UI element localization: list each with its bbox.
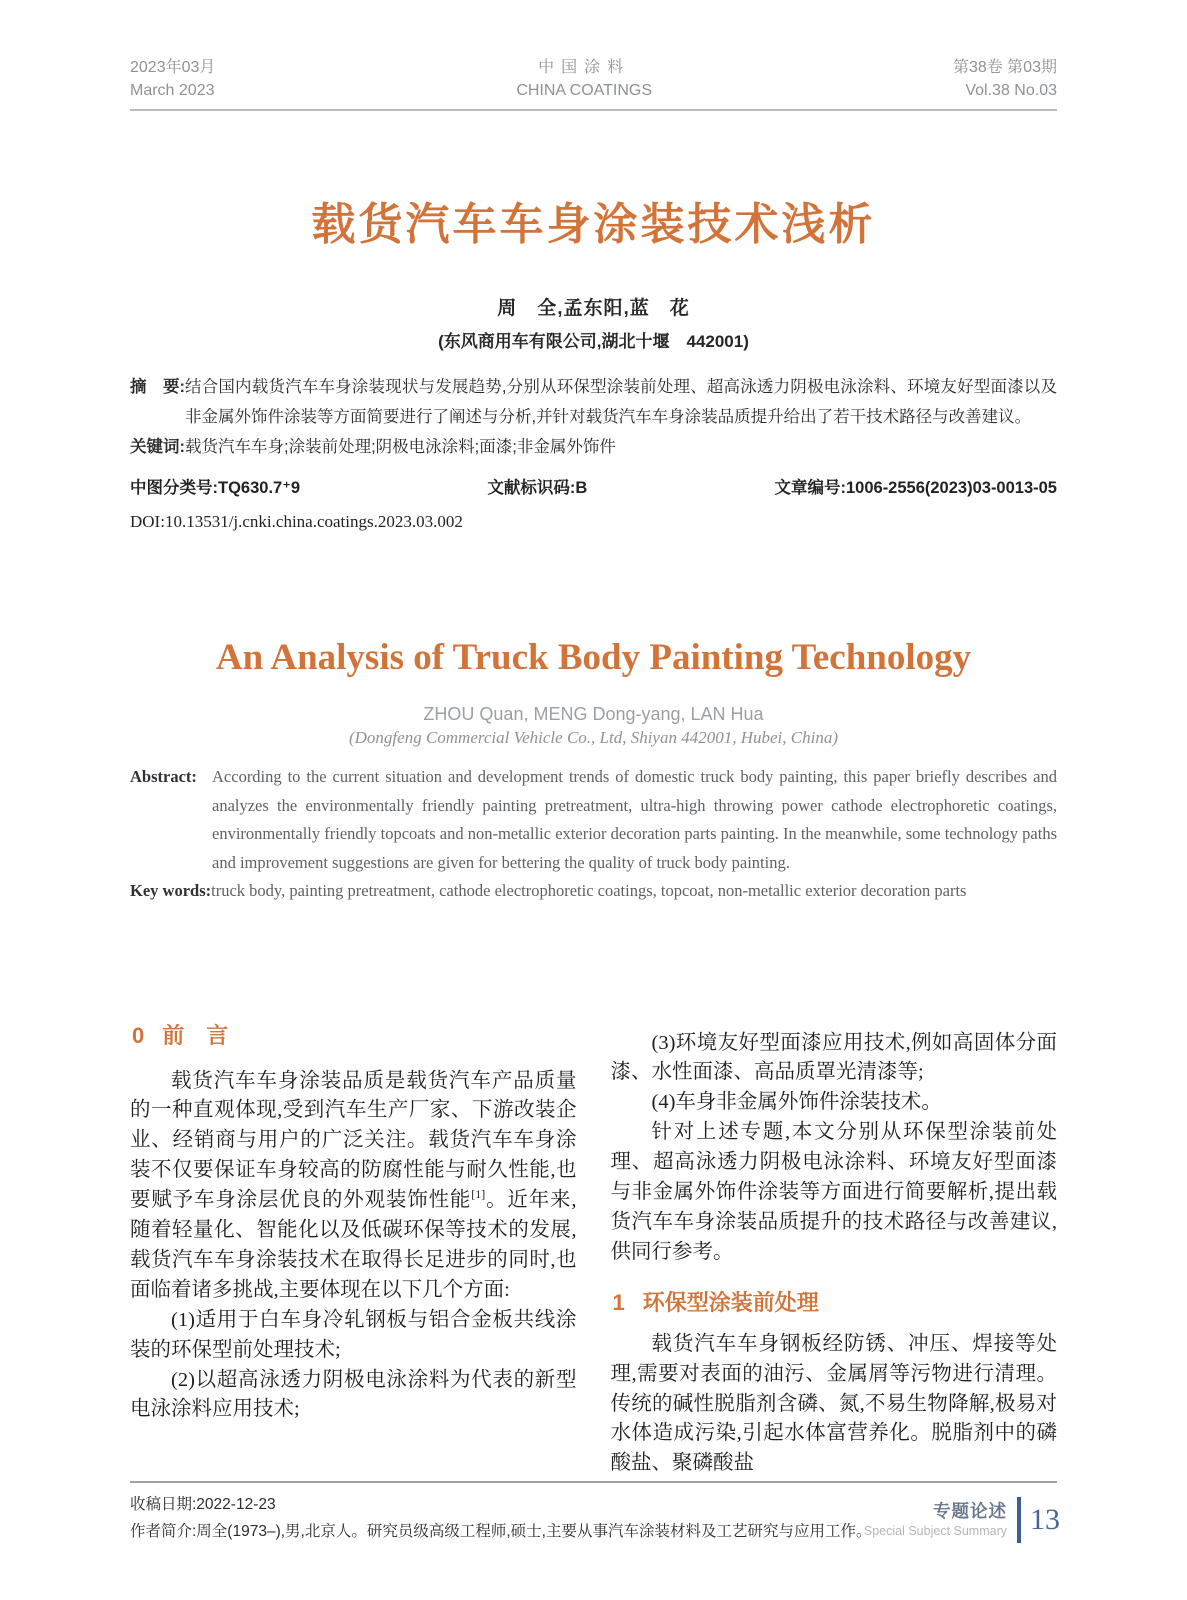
article-id-label: 文章编号:: [774, 479, 846, 497]
keywords-row-cn: [130, 432, 1057, 462]
intro-paragraph-2: 针对上述专题,本文分别从环保型涂装前处理、超高泳透力阴极电泳涂料、环境友好型面漆与非金属外饰件涂装等方面进行简要解析,提出载货汽车车身涂装品质提升的技术路径与改善建议,供同行参考。: [610, 1121, 1057, 1263]
page-content: [130, 0, 1057, 1545]
footnote-rule: [130, 1481, 1057, 1483]
section1-paragraph-1: 载货汽车车身钢板经防锈、冲压、焊接等处理,需要对表面的油污、金属屑等污物进行清理。传统的碱性脱脂剂含磷、氮,不易生物降解,极易对水体造成污染,引起水体富营养化。脱脂剂中的磷酸盐、聚磷酸盐: [610, 1332, 1057, 1475]
header-journal-name: [516, 56, 652, 102]
header-date-cn: 2023年03月: [130, 59, 216, 76]
journal-name-en: CHINA COATINGS: [516, 82, 653, 99]
section-heading-1: [613, 1288, 1058, 1318]
column-labels: [864, 1500, 1007, 1540]
intro-list-item-1: (1)适用于白车身冷轧钢板与铝合金板共线涂装的环保型前处理技术;: [130, 1308, 577, 1361]
keywords-text-cn: 载货汽车车身;涂装前处理;阴极电泳涂料;面漆;非金属外饰件: [185, 438, 616, 456]
received-date: 收稿日期:2022-12-23: [130, 1496, 276, 1514]
affiliation-en: (Dongfeng Commercial Vehicle Co., Ltd, Shiyan 442001, Hubei, China): [348, 728, 838, 747]
intro-p1-text-cont: 。近年来,随着轻量化、智能化以及低碳环保等技术的发展,载货汽车车身涂装技术在取得长足进步的同时,也面临着诸多挑战,主要体现在以下几个方面:: [130, 1189, 577, 1301]
intro-p1-text: 载货汽车车身涂装品质是载货汽车产品质量的一种直观体现,受到汽车生产厂家、下游改装企业、经销商与用户的广泛关注。载货汽车车身涂装不仅要保证车身较高的防腐性能与耐久性能,也要赋予车身涂层优良的外观装饰性能: [130, 1069, 577, 1212]
author-bio: 作者简介:周全(1973–),男,北京人。研究员级高级工程师,硕士,主要从事汽车涂装材料及工艺研究与应用工作。: [130, 1522, 872, 1540]
column-name-cn: 专题论述: [933, 1501, 1007, 1521]
abstract-text-cn: 结合国内载货汽车车身涂装现状与发展趋势,分别从环保型涂装前处理、超高泳透力阴极电泳涂料、环境友好型面漆以及非金属外饰件涂装等方面简要进行了阐述与分析,并针对载货汽车车身涂装品质提升给出了若干技术路径与改善建议。: [185, 378, 1057, 426]
section-number: 0: [132, 1022, 145, 1048]
keywords-label-cn: 关键词:: [130, 438, 185, 456]
section-title: 前 言: [162, 1022, 229, 1048]
abstract-block-cn: [130, 372, 1057, 462]
section-heading-intro: [132, 1021, 577, 1051]
doi: DOI:10.13531/j.cnki.china.coatings.2023.03.002: [130, 512, 463, 531]
abstract-label-en: Abstract:: [130, 767, 197, 786]
intro-list-item-3: (3)环境友好型面漆应用技术,例如高固体分面漆、水性面漆、高品质罩光清漆等;: [610, 1031, 1057, 1084]
issue-cn: 第38卷 第03期: [952, 59, 1057, 76]
document-code-label: 文献标识码:: [487, 479, 576, 497]
abstract-label-cn: 摘 要:: [130, 378, 185, 396]
header-issue: [953, 56, 1057, 102]
affiliation-cn: (东风商用车有限公司,湖北十堰 442001): [438, 332, 749, 351]
keywords-row-en: [130, 877, 1057, 906]
intro-paragraph-1: [130, 1067, 577, 1306]
abstract-row-cn: [130, 372, 1057, 432]
article-title-en: An Analysis of Truck Body Painting Technology: [215, 637, 972, 678]
document-code-value: B: [575, 479, 588, 497]
journal-header: [130, 0, 1057, 102]
page-marker-bar: [1017, 1497, 1021, 1543]
clc-number: [130, 474, 300, 498]
header-date-en: March 2023: [130, 82, 215, 99]
column-right: [611, 1016, 1058, 1480]
journal-name-cn: 中国涂料: [538, 59, 631, 76]
document-code: [487, 474, 587, 498]
meta-row: [130, 474, 1057, 498]
abstract-text-en: According to the current situation and development trends of domestic truck body painting, this paper briefly describes and analyzes the environmentally friendly painting pretreatment, ultra-high throwing power cathode electrophoretic coatings, environmentally friendly topcoats and non-metallic exterior decoration parts painting. In the meanwhile, some technology paths and improvement suggestions are given for bettering the quality of truck body painting.: [212, 767, 1057, 872]
keywords-label-en: Key words:: [130, 881, 212, 900]
issue-en: Vol.38 No.03: [965, 82, 1057, 99]
article-title-cn: 载货汽车车身涂装技术浅析: [311, 200, 876, 249]
column-name-en: Special Subject Summary: [863, 1524, 1007, 1538]
intro-list-item-4: (4)车身非金属外饰件涂装技术。: [651, 1091, 942, 1114]
page-marker: [864, 1497, 1060, 1543]
clc-label: 中图分类号:: [130, 479, 218, 497]
intro-list-item-2: (2)以超高泳透力阴极电泳涂料为代表的新型电泳涂料应用技术;: [130, 1368, 577, 1421]
keywords-text-en: truck body, painting pretreatment, cathode electrophoretic coatings, topcoat, non-metallic exterior decoration parts: [211, 881, 967, 900]
column-left: [130, 1016, 577, 1480]
article-id: [774, 474, 1057, 498]
body-columns: [130, 1016, 1057, 1480]
authors-en: ZHOU Quan, MENG Dong-yang, LAN Hua: [423, 704, 764, 724]
header-date: [130, 56, 215, 102]
section-number: 1: [612, 1289, 625, 1315]
section-title: 环保型涂装前处理: [642, 1289, 819, 1315]
abstract-block-en: [130, 763, 1057, 906]
article-id-value: 1006-2556(2023)03-0013-05: [845, 479, 1057, 497]
header-rule: [130, 109, 1057, 111]
authors-cn: 周 全,孟东阳,蓝 花: [497, 298, 690, 319]
clc-value: TQ630.7⁺9: [218, 479, 301, 497]
abstract-row-en: [130, 763, 1057, 877]
reference-marker: [1]: [471, 1187, 486, 1202]
page-number: 13: [1030, 1503, 1060, 1536]
